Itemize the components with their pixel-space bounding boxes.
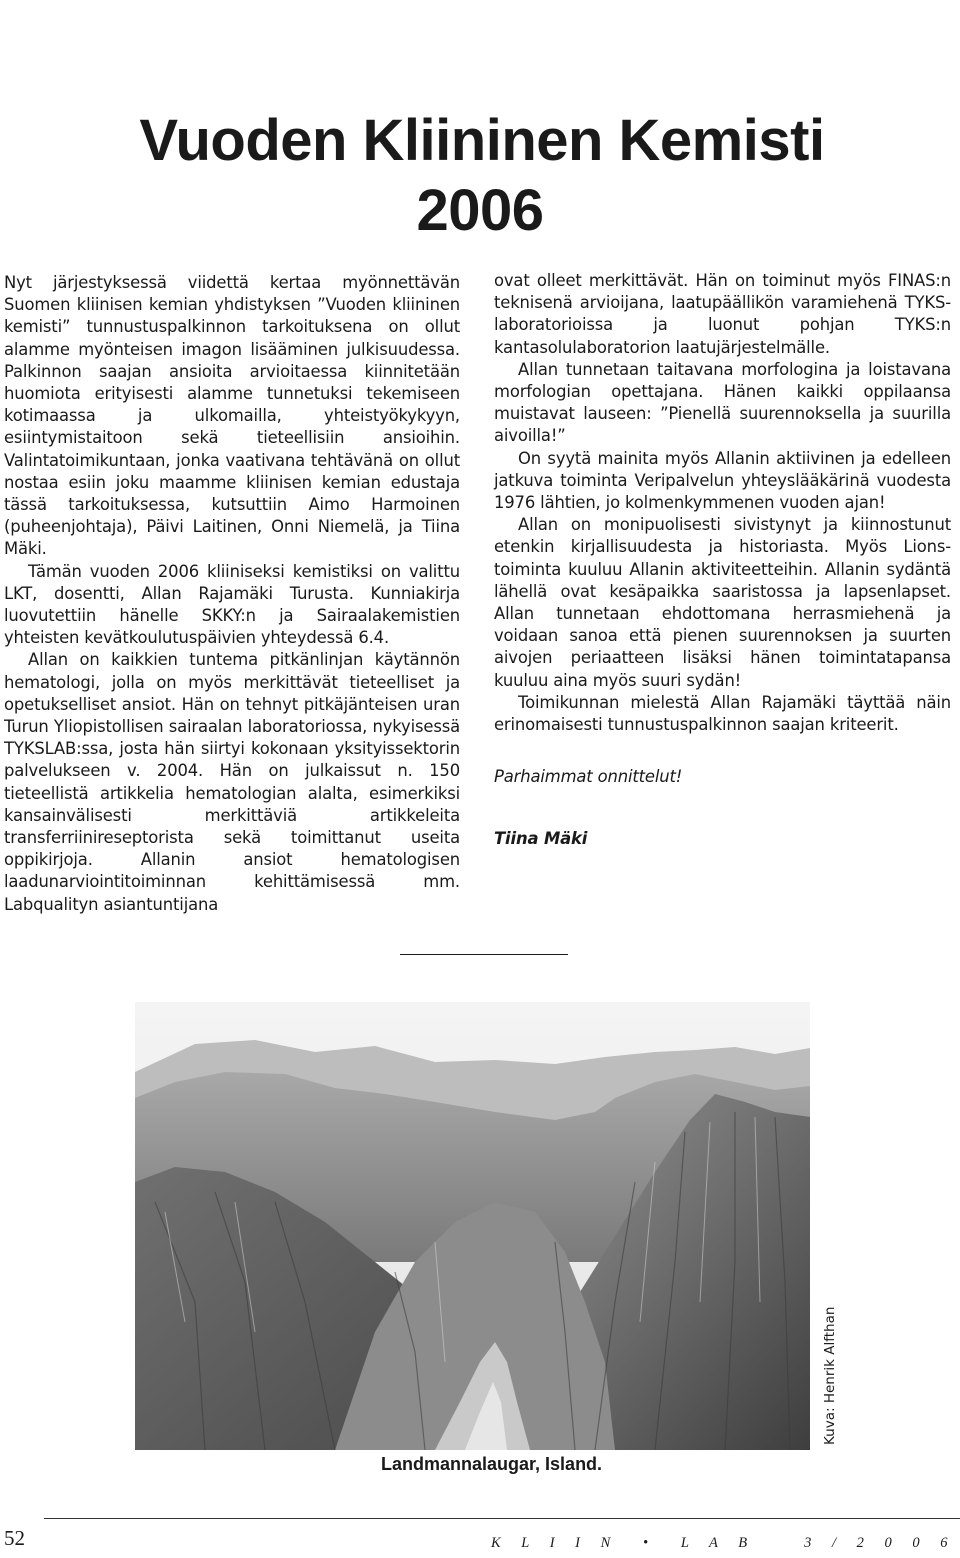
mountain-landscape-image [135,1002,810,1450]
article-title-year: 2006 [416,178,544,243]
left-column [4,272,460,916]
paragraph: Allan on kaikkien tuntema pitkänlinjan käytännön hematologi, jolla on myös merkittävät tieteelliset ja opetukselliset ansiot. Hän on tehnyt pitkäjänteisen uran Turun Yliopistollisen sairaalan laboratoriossa, nykyisessä TYKSLAB:ssa, josta hän siirtyi kokonaan yksityissektorin palvelukseen v. 2004. Hän on julkaissut n. 150 tieteellistä artikkelia hematologian alalta, esimerkiksi kansainvälisesti merkittäviä artikkeleita transferriinireseptorista sekä toimittanut useita oppikirjoja. Allanin ansiot hematologisen laadunarviointitoiminnan kehittämisessä mm. Labqualityn asiantuntijana [4,650,460,914]
paragraph: On syytä mainita myös Allanin aktiivinen ja edelleen jatkuva toiminta Veripalvelun yhteyslääkärinä vuodesta 1976 lähtien, jo kolmenkymmenen vuoden ajan! [494,448,951,513]
paragraph: Tämän vuoden 2006 kliiniseksi kemistiksi on valittu LKT, dosentti, Allan Rajamäki Turusta. Kunniakirja luovutettiin hänelle SKKY:n ja Sairaalakemistien yhteisten kevätkoulutuspäivien yhteydessä 6.4. [4,561,460,648]
footer-rule [44,1518,960,1519]
article-title: Vuoden Kliininen Kemisti [139,108,825,173]
paragraph: Allan on monipuolisesti sivistynyt ja kiinnostunut etenkin kirjallisuudesta ja historiasta. Myös Lions-toiminta kuuluu Allanin aktiviteetteihin. Allanin sydäntä lähellä ovat kesäpaikka saaristossa ja lapsenlapset. Allan tunnetaan ehdottomana herrasmiehenä ja voidaan sanoa että pienen suurennoksen ja suurten aivojen periaatteen lisäksi hänen toimintatapansa kuuluu aina myös suuri sydän! [494,515,951,690]
landscape-photo [135,1002,810,1450]
closing-greeting: Parhaimmat onnittelut! [494,767,683,787]
paragraph: Allan tunnetaan taitavana morfologina ja loistavana morfologian opettajana. Hänen kaikki oppilaansa muistavat lauseen: ”Pienellä suurennoksella ja suurilla aivoilla!” [494,359,951,446]
paragraph: Toimikunnan mielestä Allan Rajamäki täyttää näin erinomaisesti tunnustuspalkinnon saajan kriteerit. [494,692,951,735]
paragraph: Nyt järjestyksessä viidettä kertaa myönnettävän Suomen kliinisen kemian yhdistyksen ”Vuoden kliininen kemisti” tunnustuspalkinnon tarkoituksena on ollut alamme myönteisen imagon lisääminen julkisuudessa. Palkinnon saajan ansioita arvioitaessa kiinnitetään huomiota erityisesti alamme tunnetuksi tekemiseen kotimaassa ja ulkomailla, yhteistyökykyyn, esiintymistaitoon sekä tieteellisiin ansioihin. Valintatoimikuntaan, jonka vaativana tehtävänä on ollut nostaa esiin joku maamme kliinisen kemian edustaja tässä tarkoituksessa, kutsuttiin Aimo Harmoinen (puheenjohtaja), Päivi Laitinen, Onni Niemelä, ja Tiina Mäki. [4,273,460,559]
right-column [494,270,951,851]
journal-name: K L I I N • L A B 3 / 2 0 0 6 [490,1535,956,1551]
photo-caption: Landmannalaugar, Island. [381,1454,603,1474]
photo-credit: Kuva: Henrik Alfthan [822,1306,838,1445]
section-divider [400,954,568,955]
page-number: 52 [4,1526,25,1550]
paragraph: ovat olleet merkittävät. Hän on toiminut myös FINAS:n teknisenä arvioijana, laatupäällikön varamiehenä TYKS-laboratorioissa ja luonut pohjan TYKS:n kantasolulaboratorion laatujärjestelmälle. [494,271,951,357]
author-signature: Tiina Mäki [494,829,588,849]
